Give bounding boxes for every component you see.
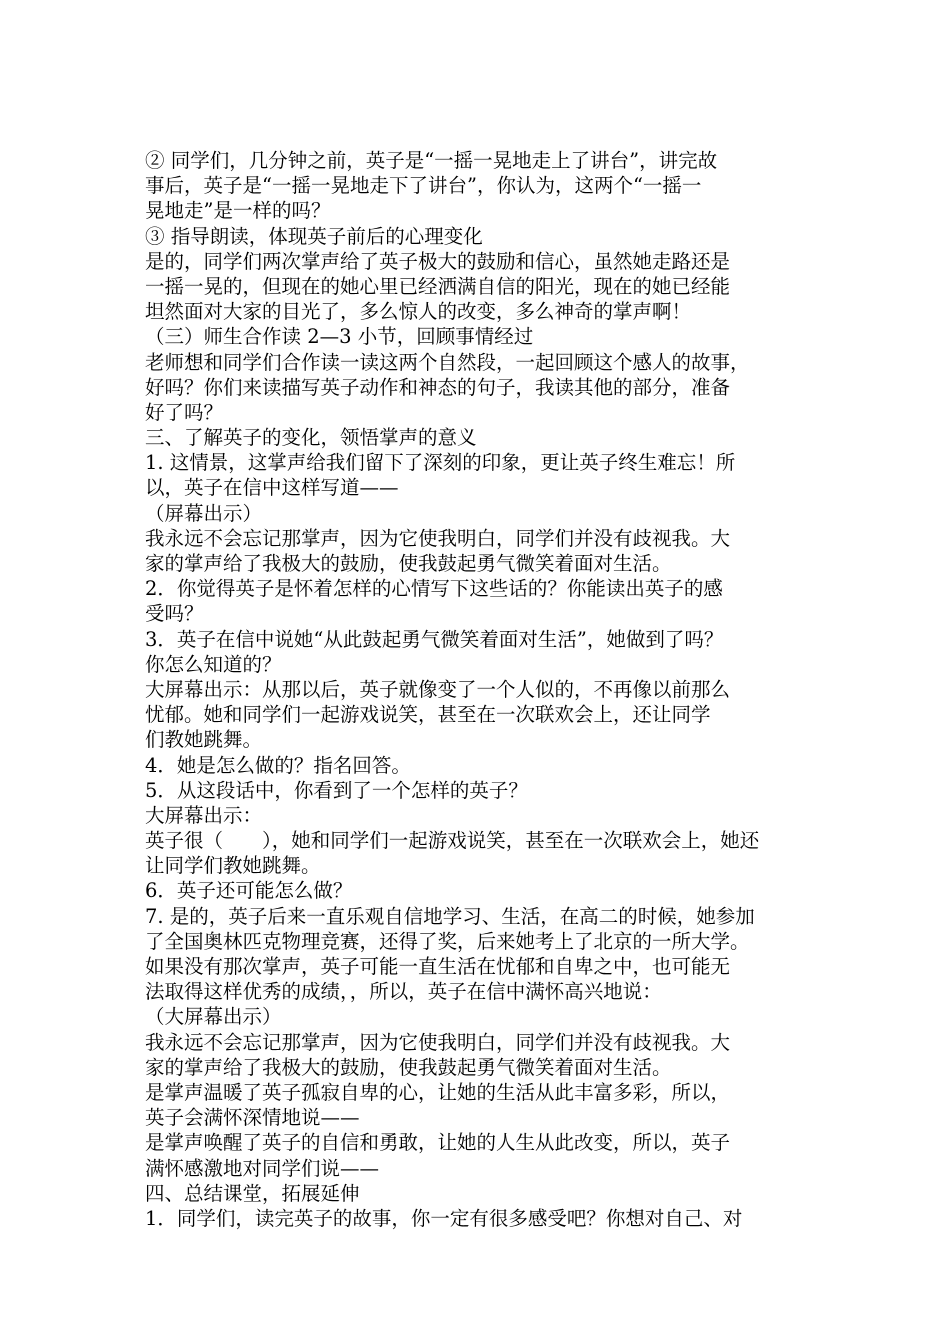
text-line: 家的掌声给了我极大的鼓励，使我鼓起勇气微笑着面对生活。 (145, 552, 672, 575)
text-line: 晃地走”是一样的吗？ (145, 199, 331, 223)
text-line: 4．她是怎么做的？指名回答。 (145, 753, 411, 777)
text-line: 英子很（ ），她和同学们一起游戏说笑，甚至在一次联欢会上，她还 (145, 829, 760, 853)
text-line: 以，英子在信中这样写道—— (145, 476, 399, 500)
text-line: ② 同学们，几分钟之前，英子是“一摇一晃地走上了讲台”，讲完故 (145, 149, 718, 172)
text-line: 我永远不会忘记那掌声，因为它使我明白，同学们并没有歧视我。大 (145, 1030, 731, 1054)
text-line: 5．从这段话中，你看到了一个怎样的英子？ (145, 778, 528, 802)
text-line: 了全国奥林匹克物理竞赛，还得了奖，后来她考上了北京的一所大学。 (145, 929, 750, 953)
text-line: 家的掌声给了我极大的鼓励，使我鼓起勇气微笑着面对生活。 (145, 1055, 672, 1079)
text-line: 是掌声温暖了英子孤寂自卑的心，让她的生活从此丰富多彩，所以， (145, 1080, 731, 1104)
text-line: 事后，英子是“一摇一晃地走下了讲台”，你认为，这两个“一摇一 (145, 174, 702, 198)
text-line: 大屏幕出示： (145, 803, 263, 827)
text-line: 让同学们教她跳舞。 (145, 854, 321, 878)
text-line: 坦然面对大家的目光了，多么惊人的改变，多么神奇的掌声啊！ (145, 300, 692, 324)
text-line: 受吗？ (145, 602, 204, 626)
text-line: ③ 指导朗读，体现英子前后的心理变化 (145, 224, 483, 248)
text-line: 好了吗？ (145, 400, 224, 424)
text-line: 6．英子还可能怎么做？ (145, 879, 353, 903)
text-line: 7. 是的，英子后来一直乐观自信地学习、生活，在高二的时候，她参加 (145, 904, 755, 928)
section-heading: （三）师生合作读 2—3 小节，回顾事情经过 (145, 325, 534, 349)
text-line: （屏幕出示） (145, 501, 263, 525)
text-line: 2．你觉得英子是怀着怎样的心情写下这些话的？你能读出英子的感 (145, 577, 723, 601)
text-line: 3．英子在信中说她“从此鼓起勇气微笑着面对生活”，她做到了吗？ (145, 627, 724, 651)
text-line: 们教她跳舞。 (145, 728, 263, 752)
text-line: 满怀感激地对同学们说—— (145, 1156, 380, 1180)
text-line: 是掌声唤醒了英子的自信和勇敢，让她的人生从此改变，所以，英子 (145, 1131, 731, 1155)
text-line: 是的，同学们两次掌声给了英子极大的鼓励和信心，虽然她走路还是 (145, 249, 731, 273)
section-heading: 四、总结课堂，拓展延伸 (145, 1181, 360, 1205)
text-line: 1．同学们，读完英子的故事，你一定有很多感受吧？你想对自己、对 (145, 1206, 743, 1230)
text-line: 好吗？你们来读描写英子动作和神态的句子，我读其他的部分，准备 (145, 375, 731, 399)
text-line: 老师想和同学们合作读一读这两个自然段，一起回顾这个感人的故事， (145, 350, 750, 374)
text-line: （大屏幕出示） (145, 1005, 282, 1029)
text-line: 我永远不会忘记那掌声，因为它使我明白，同学们并没有歧视我。大 (145, 526, 731, 550)
text-line: 法取得这样优秀的成绩，，所以，英子在信中满怀高兴地说： (145, 980, 662, 1004)
text-line: 英子会满怀深情地说—— (145, 1106, 360, 1130)
text-line: 如果没有那次掌声，英子可能一直生活在忧郁和自卑之中，也可能无 (145, 955, 731, 978)
text-line: 忧郁。她和同学们一起游戏说笑，甚至在一次联欢会上，还让同学 (145, 703, 711, 727)
section-heading: 三、了解英子的变化，领悟掌声的意义 (145, 426, 477, 450)
document-body (145, 148, 835, 1231)
text-line: 1. 这情景，这掌声给我们留下了深刻的印象，更让英子终生难忘！所 (145, 451, 736, 475)
text-line: 一摇一晃的，但现在的她心里已经洒满自信的阳光，现在的她已经能 (145, 274, 731, 298)
text-line: 大屏幕出示：从那以后，英子就像变了一个人似的，不再像以前那么 (145, 677, 731, 701)
text-line: 你怎么知道的？ (145, 652, 282, 676)
